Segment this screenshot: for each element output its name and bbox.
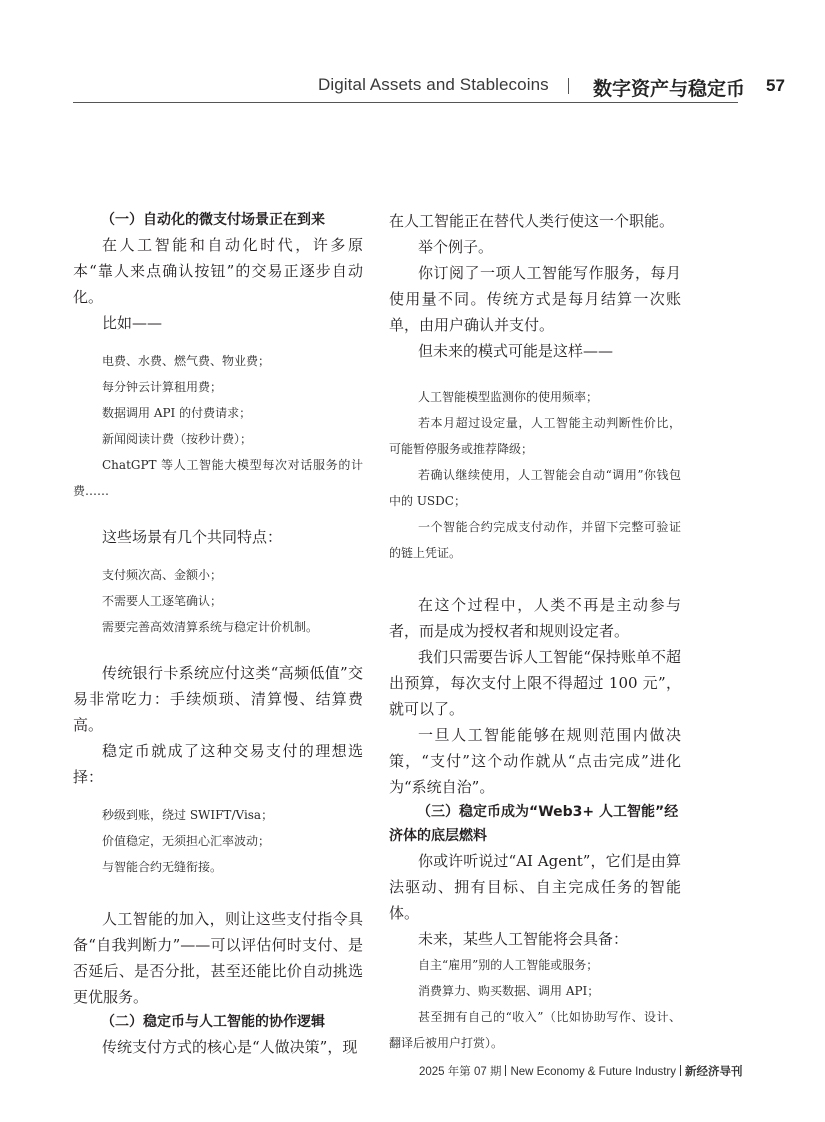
list-item: 秒级到账，绕过 SWIFT/Visa； <box>102 808 274 822</box>
right-column <box>389 208 681 1056</box>
paragraph: 未来，某些人工智能将会具备： <box>418 930 629 948</box>
list-item: 电费、水费、燃气费、物业费； <box>102 354 271 368</box>
list-item: 每分钟云计算租用费； <box>102 380 223 394</box>
paragraph: 人工智能的加入，则让这些支付指令具备“自我判断力”——可以评估何时支付、是否延后、是否分批，甚至还能比价自动挑选更优服务。 <box>73 910 363 1006</box>
section-heading-1: （一）自动化的微支付场景正在到来 <box>101 212 325 228</box>
footer-divider <box>680 1065 681 1076</box>
paragraph: 你订阅了一项人工智能写作服务，每月使用量不同。传统方式是每月结算一次账单，由用户确认并支付。 <box>389 264 681 334</box>
list-item: 若确认继续使用，人工智能会自动“调用”你钱包中的 USDC； <box>389 468 681 508</box>
list-item: 不需要人工逐笔确认； <box>102 594 223 608</box>
paragraph: 传统支付方式的核心是“人做决策”，现 <box>102 1038 358 1056</box>
paragraph: 举个例子。 <box>418 238 494 256</box>
left-column <box>73 208 363 1060</box>
paragraph: 在这个过程中，人类不再是主动参与者，而是成为授权者和规则设定者。 <box>389 596 681 640</box>
running-footer <box>419 1063 743 1079</box>
section-heading-3: （三）稳定币成为“Web3+ 人工智能”经济体的底层燃料 <box>389 804 679 844</box>
list-item: 若本月超过设定量，人工智能主动判断性价比，可能暂停服务或推荐降级； <box>389 416 681 456</box>
list-item: 一个智能合约完成支付动作，并留下完整可验证的链上凭证。 <box>389 520 681 560</box>
paragraph: 比如—— <box>102 314 163 332</box>
list-item: 人工智能模型监测你的使用频率； <box>418 390 599 404</box>
paragraph: 但未来的模式可能是这样—— <box>418 342 614 360</box>
paragraph: 稳定币就成了这种交易支付的理想选择： <box>73 742 363 786</box>
paragraph: 一旦人工智能能够在规则范围内做决策，“支付”这个动作就从“点击完成”进化为“系统自治”。 <box>389 726 681 796</box>
running-header-english: Digital Assets and Stablecoins <box>318 75 549 94</box>
footer-divider <box>505 1065 506 1076</box>
paragraph: 在人工智能正在替代人类行使这一个职能。 <box>389 212 675 230</box>
paragraph: 这些场景有几个共同特点： <box>102 528 283 546</box>
issue-label: 2025 年第 07 期 <box>419 1066 502 1078</box>
list-item: 价值稳定，无须担心汇率波动； <box>102 834 271 848</box>
page-number: 57 <box>766 76 785 95</box>
journal-name-chinese: 新经济导刊 <box>685 1064 743 1078</box>
list-item: 数据调用 API 的付费请求； <box>102 406 252 420</box>
header-divider <box>568 78 569 94</box>
section-heading-2: （二）稳定币与人工智能的协作逻辑 <box>101 1014 325 1030</box>
paragraph: 你或许听说过“AI Agent”，它们是由算法驱动、拥有目标、自主完成任务的智能体。 <box>389 852 681 922</box>
list-item: 自主“雇用”别的人工智能或服务； <box>418 958 599 972</box>
list-item: 甚至拥有自己的“收入”（比如协助写作、设计、翻译后被用户打赏）。 <box>389 1010 681 1050</box>
paragraph: 我们只需要告诉人工智能“保持账单不超出预算，每次支付上限不得超过 100 元”，就可以了。 <box>389 648 681 718</box>
header-rule <box>73 102 738 103</box>
list-item: 与智能合约无缝衔接。 <box>102 860 223 874</box>
list-item: 消费算力、购买数据、调用 API； <box>418 984 600 998</box>
list-item: 需要完善高效清算系统与稳定计价机制。 <box>102 620 319 634</box>
list-item: 新闻阅读计费（按秒计费）； <box>102 432 253 446</box>
list-item: 支付频次高、金额小； <box>102 568 223 582</box>
paragraph: 传统银行卡系统应付这类“高频低值”交易非常吃力：手续烦琐、清算慢、结算费高。 <box>73 664 363 734</box>
list-item: ChatGPT 等人工智能大模型每次对话服务的计费…… <box>73 458 363 498</box>
running-header-chinese: 数字资产与稳定币 <box>593 78 746 100</box>
paragraph: 在人工智能和自动化时代，许多原本“靠人来点确认按钮”的交易正逐步自动化。 <box>73 236 363 306</box>
journal-name-english: New Economy & Future Industry <box>510 1066 677 1078</box>
